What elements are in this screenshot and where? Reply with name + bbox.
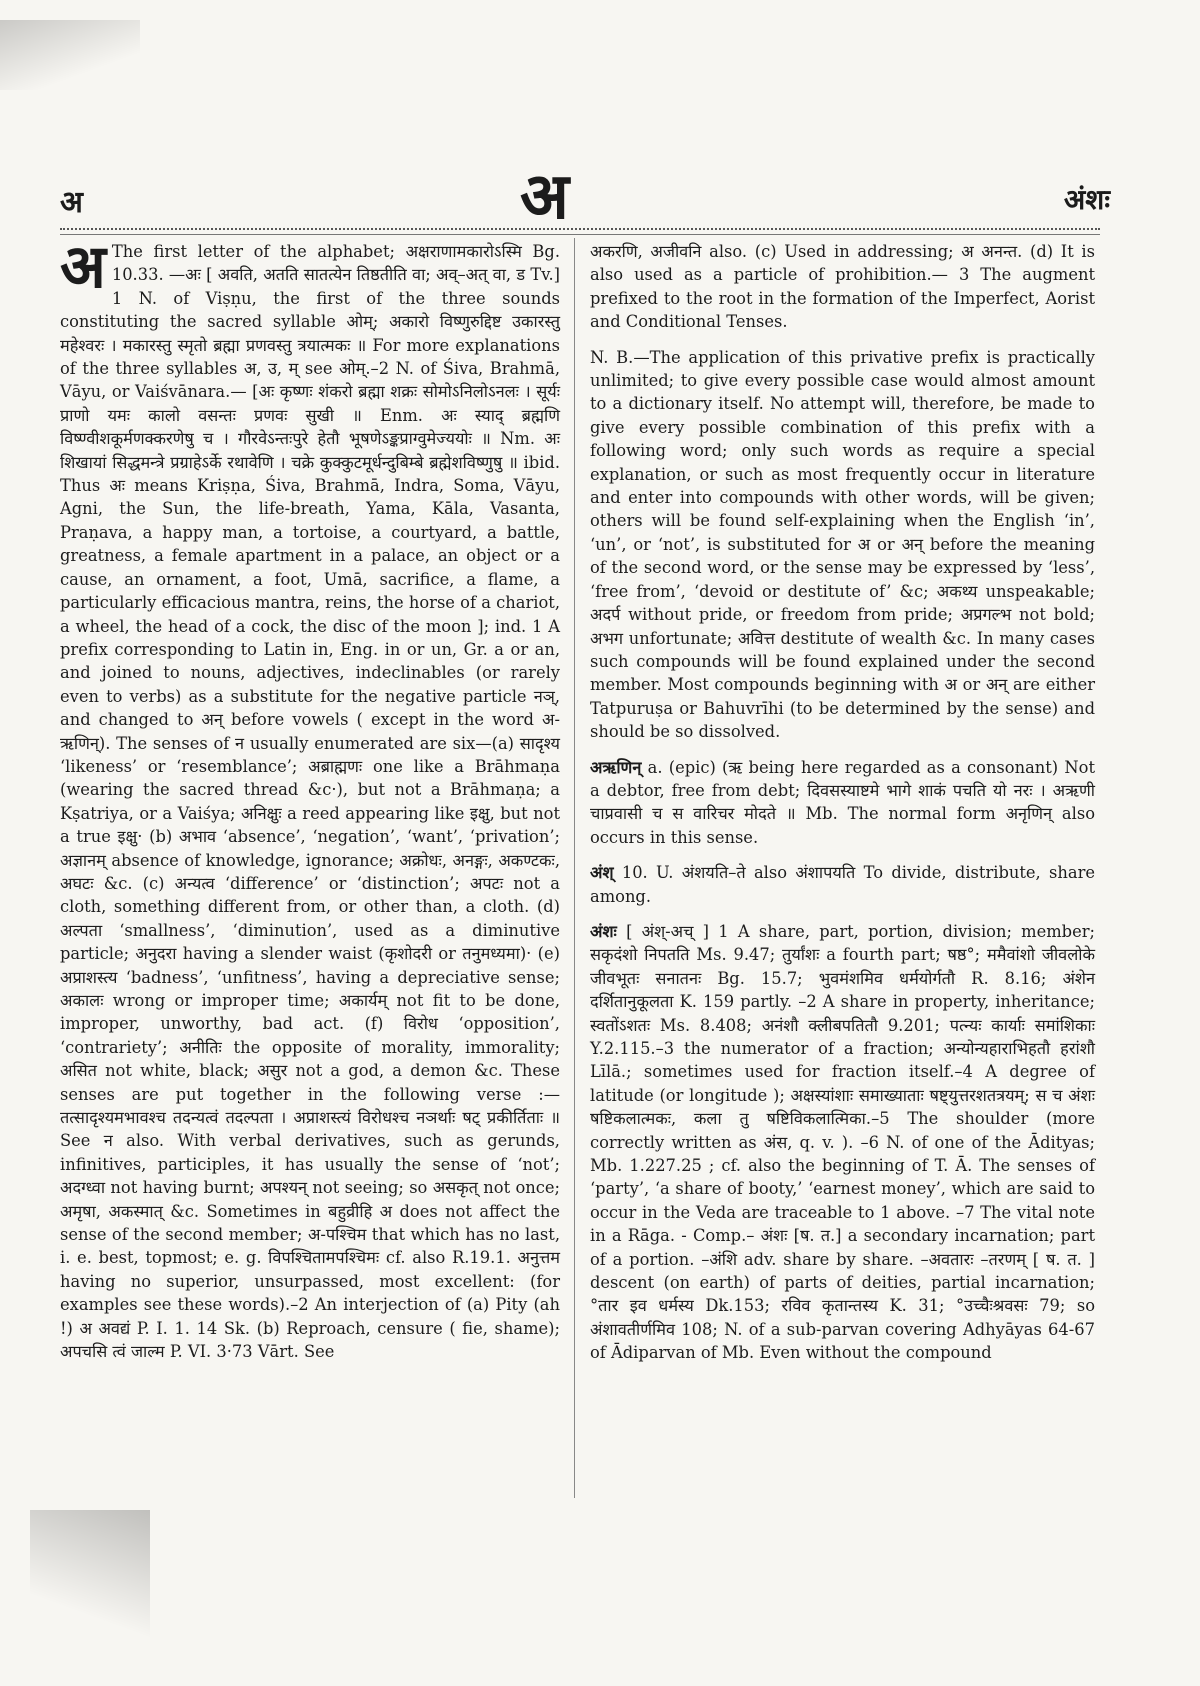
column-divider — [574, 238, 575, 1498]
header-rule-dotted — [60, 228, 1100, 230]
entry-ansh-verb — [590, 861, 1095, 908]
entry-a-continued: अकरणि, अजीवनि also. (c) Used in addressing; अ अनन्त. (d) It is also used as a particle of prohibition.— 3 The augment prefixed to the root in the formation of the Imperfect, Aorist and Conditional Tenses. — [590, 242, 1095, 332]
entry-arinin — [590, 756, 1095, 850]
header-rule — [60, 234, 1100, 235]
left-column — [60, 232, 560, 1376]
entry-text: 10. U. अंशयति–ते also अंशापयति To divide, distribute, share among. — [590, 863, 1095, 906]
headword: अंश् — [590, 863, 614, 883]
running-head-left: अ — [60, 185, 83, 220]
headword: अंशः — [590, 921, 617, 941]
entry-anshah — [590, 920, 1095, 1365]
drop-cap: अ — [60, 232, 106, 302]
headword: अऋणिन् — [590, 757, 642, 777]
entry-a — [60, 232, 560, 1364]
entry-text: [ अंश्-अच् ] 1 A share, part, portion, division; member; सकृदंशो निपतति Ms. 9.47; तुर्यांशः a fourth part; षष्ठ°; ममैवांशो जीवलोके जीवभूतः सनातनः Bg. 15.7; भुवमंशमिव धर्मयोर्गतौ R. 8.16; अंशेन दर्शितानुकूलता K. 159 partly. –2 A share in property, inheritance; स्वतोंऽशतः Ms. 8.408; अनंशौ क्लीबपतितौ 9.201; पत्न्यः कार्याः समांशिकाः Y.2.115.–3 the numerator of a fraction; अन्योन्यहाराभिहतौ हरांशौ Līlā.; sometimes used for fraction itself.–4 A degree of latitude (or longitude ); अक्षस्यांशाः समाख्याताः षष्ट्युत्तरशतत्रयम्; स च अंशः षष्टिकलात्मकः, कला तु षष्टिविकलात्मिका.–5 The shoulder (more correctly written as अंस, q. v. ). –6 N. of one of the Ādityas; Mb. 1.227.25 ; cf. also the beginning of T. Ā. The senses of ‘party’, ‘a share of booty,’ ‘earnest money’, which are said to occur in the Veda are traceable to 1 above. –7 The vital note in a Rāga. - Comp.– अंशः [ष. त.] a secondary incarnation; part of a portion. –अंशि adv. share by share. –अवतारः –तरणम् [ ष. त. ] descent (on earth) of parts of deities, partial incarnation; °तार इव धर्मस्य Dk.153; रविव कृतान्तस्य K. 31; °उच्चैःश्रवसः 79; so अंशावतीर्णमिव 108; N. of a sub-parvan covering Adhyāyas 64-67 of Ādiparvan of Mb. Even without the compound — [590, 921, 1095, 1363]
entry-a-text: The first letter of the alphabet; अक्षराणामकारोऽस्मि Bg. 10.33. —अः [ अवति, अतति सातत्येन तिष्ठतीति वा; अव्–अत् वा, ड Tv.] 1 N. of Viṣṇu, the first of the three sounds constituting the sacred syllable ओम्; अकारो विष्णुरुद्दिष्ट उकारस्तु महेश्वरः । मकारस्तु स्मृतो ब्रह्मा प्रणवस्तु त्रयात्मकः ॥ For more explanations of the three syllables अ, उ, म् see ओम्.–2 N. of Śiva, Brahmā, Vāyu, or Vaiśvānara.— [अः कृष्णः शंकरो ब्रह्मा शक्रः सोमोऽनिलोऽनलः । सूर्यः प्राणो यमः कालो वसन्तः प्रणवः सुखी ॥ Enm. अः स्याद् ब्रह्मणि विष्ण्वीशकूर्मणक्करणेषु च । गौरवेऽन्तःपुरे हेतौ भूषणेऽङ्कप्राग्वुमेज्ययोः ॥ Nm. अः शिखायां सिद्धमन्त्रे प्रग्राहेऽर्के रथावेणि । चक्रे कुक्कुटमूर्धन्दुबिम्बे ब्रह्मेशविष्णुषु ॥ ibid. Thus अः means Kriṣṇa, Śiva, Brahmā, Indra, Soma, Vāyu, Agni, the Sun, the life-breath, Yama, Kāla, Vasanta, Praṇava, a happy man, a tortoise, a courtyard, a battle, greatness, a female apartment in a palace, an object or a cause, an ornament, a foot, Umā, sacrifice, a flame, a particularly efficacious mantra, reins, the horse of a chariot, a wheel, the head of a cock, the disc of the moon ]; ind. 1 A prefix corresponding to Latin in, Eng. in or un, Gr. a or an, and joined to nouns, adjectives, indeclinables (or rarely even to verbs) as a substitute for the negative particle नञ्, and changed to अन् before vowels ( except in the word अ-ऋणिन्). The senses of न usually enumerated are six—(a) सादृश्य ‘likeness’ or ‘resemblance’; अब्राह्मणः one like a Brāhmaṇa (wearing the sacred thread &c·), but not a Brāhmaṇa; a Kṣatriya, or a Vaiśya; अनिक्षुः a reed appearing like इक्षु, but not a true इक्षु· (b) अभाव ‘absence’, ‘negation’, ‘want’, ‘privation’; अज्ञानम् absence of knowledge, ignorance; अक्रोधः, अनङ्गः, अकण्टकः, अघटः &c. (c) अन्यत्व ‘difference’ or ‘distinction’; अपटः not a cloth, something different from, or other than, a cloth. (d) अल्पता ‘smallness’, ‘diminution’, used as a diminutive particle; अनुदरा having a slender waist (कृशोदरी or तनुमध्यमा)· (e) अप्राशस्त्य ‘badness’, ‘unfitness’, having a depreciative sense; अकालः wrong or improper time; अकार्यम् not fit to be done, improper, unworthy, bad act. (f) विरोध ‘opposition’, ‘contrariety’; अनीतिः the opposite of morality, immorality; असित not white, black; असुर not a god, a demon &c. These senses are put together in the following verse :— तत्सादृश्यमभावश्च तदन्यत्वं तदल्पता । अप्राशस्त्यं विरोधश्च नञर्थाः षट् प्रकीर्तिताः ॥ See न also. With verbal derivatives, such as gerunds, infinitives, participles, it has usually the sense of ‘not’; अदग्ध्वा not having burnt; अपश्यन् not seeing; so असकृत् not once; अमृषा, अकस्मात् &c. Sometimes in बहुव्रीहि अ does not affect the sense of the second member; अ-पश्चिम that which has no last, i. e. best, topmost; e. g. विपश्चितामपश्चिमः cf. also R.19.1. अनुत्तम having no superior, unsurpassed, most excellent: (for examples see these words).–2 An interjection of (a) Pity (ah !) अ अवद्यं P. I. 1. 14 Sk. (b) Reproach, censure ( fie, shame); अपचसि त्वं जाल्म P. VI. 3·73 Vārt. See — [60, 242, 560, 1362]
running-head-right: अंशः — [1063, 183, 1110, 216]
entry-text: a. (epic) (ऋ being here regarded as a consonant) Not a debtor, free from debt; दिवसस्याष्टमे भागे शाकं पचति यो नरः । अऋणी चाप्रवासी च स वारिचर मोदते ॥ Mb. The normal form अनृणिन् also occurs in this sense. — [590, 757, 1095, 847]
nota-bene: N. B.—The application of this privative prefix is practically unlimited; to give every possible case would almost amount to a dictionary itself. No attempt will, therefore, be made to give every possible combination of this prefix with a following word; only such words as require a special explanation, or such as most frequently occur in literature and enter into compounds with other words, will be given; others will be found self-explaining when the English ‘in’, ‘un’, or ‘not’, is substituted for अ or अन् before the meaning of the second word, or the sense may be expressed by ‘less’, ‘free from’, ‘devoid or destitute of’ &c; अकथ्य unspeakable; अदर्प without pride, or freedom from pride; अप्रगल्भ not bold; अभग unfortunate; अवित्त destitute of wealth &c. In many cases such compounds will be found explained under the second member. Most compounds beginning with अ or अन् are either Tatpuruṣa or Bahuvrīhi (to be determined by the sense) and should be so dissolved. — [590, 347, 1095, 742]
scan-shadow-top — [0, 20, 140, 90]
right-column — [590, 240, 1095, 1377]
section-letter: अ — [520, 159, 569, 234]
scan-shadow-bottom — [30, 1510, 150, 1650]
